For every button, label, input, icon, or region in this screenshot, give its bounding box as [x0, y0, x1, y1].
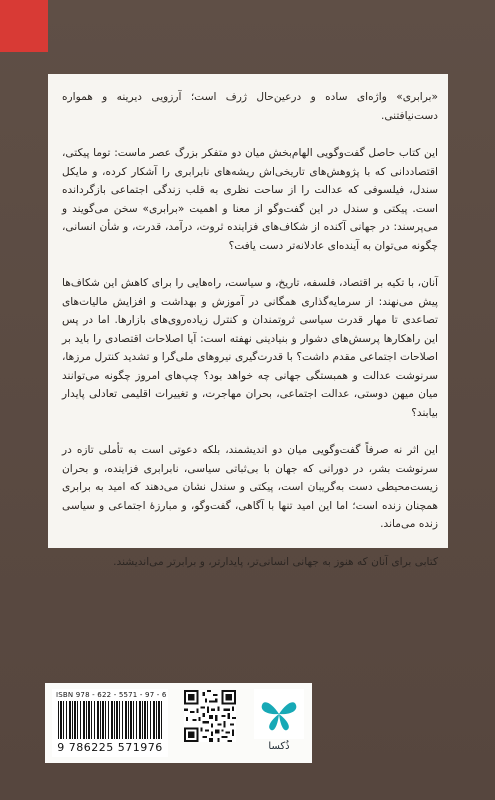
butterfly-logo-icon: [254, 689, 304, 739]
blurb-paragraph-2: این کتاب حاصل گفت‌وگویی الهام‌بخش میان دو متفکر بزرگ عصر ماست: توما پیکتی، اقتصاددانی که با پژوهش‌های تاریخی‌اش ریشه‌های نابرابری را آشکار کرده، و مایکل سندل، فیلسوفی که عدالت را از ساحت نظری به قلب زندگی اجتماعی بازگردانده است. پیکتی و سندل در این گفت‌وگو از معنا و اهمیت «برابری» سخن می‌گویند و می‌پرسند: در جهانی آکنده از شکاف‌های فزاینده ثروت، درآمد، قدرت، و شأن انسانی، چگونه می‌توان به آینده‌ای عادلانه‌تر دست یافت؟: [62, 147, 438, 252]
spine-red-strip: [0, 0, 48, 52]
blurb-panel: [48, 74, 448, 568]
blurb-paragraph-5: کتابی برای آنان که هنوز به جهانی انسانی‌تر، پایدارتر، و برابرتر می‌اندیشند.: [113, 555, 438, 568]
barcode-bars: [58, 701, 162, 739]
qr-code-icon: [184, 690, 236, 742]
publisher-name: ذُکسا: [268, 741, 290, 752]
isbn-barcode: [52, 689, 168, 757]
isbn-label: ISBN 978 - 622 - 5571 - 97 - 6: [56, 691, 167, 699]
blurb-paragraph-1: «برابری» واژه‌ای ساده و درعین‌حال ژرف است؛ آرزویی دیرینه و همواره دست‌نیافتنی.: [62, 91, 438, 122]
barcode-number: 9 786225 571976: [57, 741, 163, 754]
blurb-paragraph-3: آنان، با تکیه بر اقتصاد، فلسفه، تاریخ، و سیاست، راه‌هایی را برای کاهش این شکاف‌ها پیش می‌نهند: از سرمایه‌گذاری همگانی در آموزش و بهداشت و افزایش مالیات‌های تصاعدی تا مهار قدرت سیاسی ثروتمندان و کنترل زیاده‌روی‌های بازارها. اما در پس این راهکارها پرسش‌های دشوار و بنیادینی نهفته است: آیا اصلاحات اقتصادی را باید بر اصلاحات اجتماعی مقدم داشت؟ با قدرت‌گیری نیروهای ملی‌گرا و تشدید کنترل مرزها، سرنوشت عدالت و همبستگی جهانی چه خواهد بود؟ چپ‌های امروز چگونه می‌توانند میان میهن دوستی، عدالت اجتماعی، بحران مهاجرت، و تغییرات اقلیمی تعادلی پایدار بیابند؟: [62, 277, 438, 419]
blurb-paragraph-4: این اثر نه صرفاً گفت‌وگویی میان دو اندیشمند، بلکه دعوتی است به تأملی تازه در سرنوشت بشر، در دورانی که جهان با بی‌ثباتی سیاسی، نابرابری فزاینده، و بحران زیست‌محیطی دست به‌گریبان است، پیکتی و سندل نشان می‌دهند که امید به برابری همچنان زنده است؛ اما این امید تنها با آگاهی، گفت‌وگو، و مبارزهٔ اجتماعی و سیاسی زنده می‌ماند.: [62, 444, 438, 530]
publisher-logo: [254, 689, 304, 757]
